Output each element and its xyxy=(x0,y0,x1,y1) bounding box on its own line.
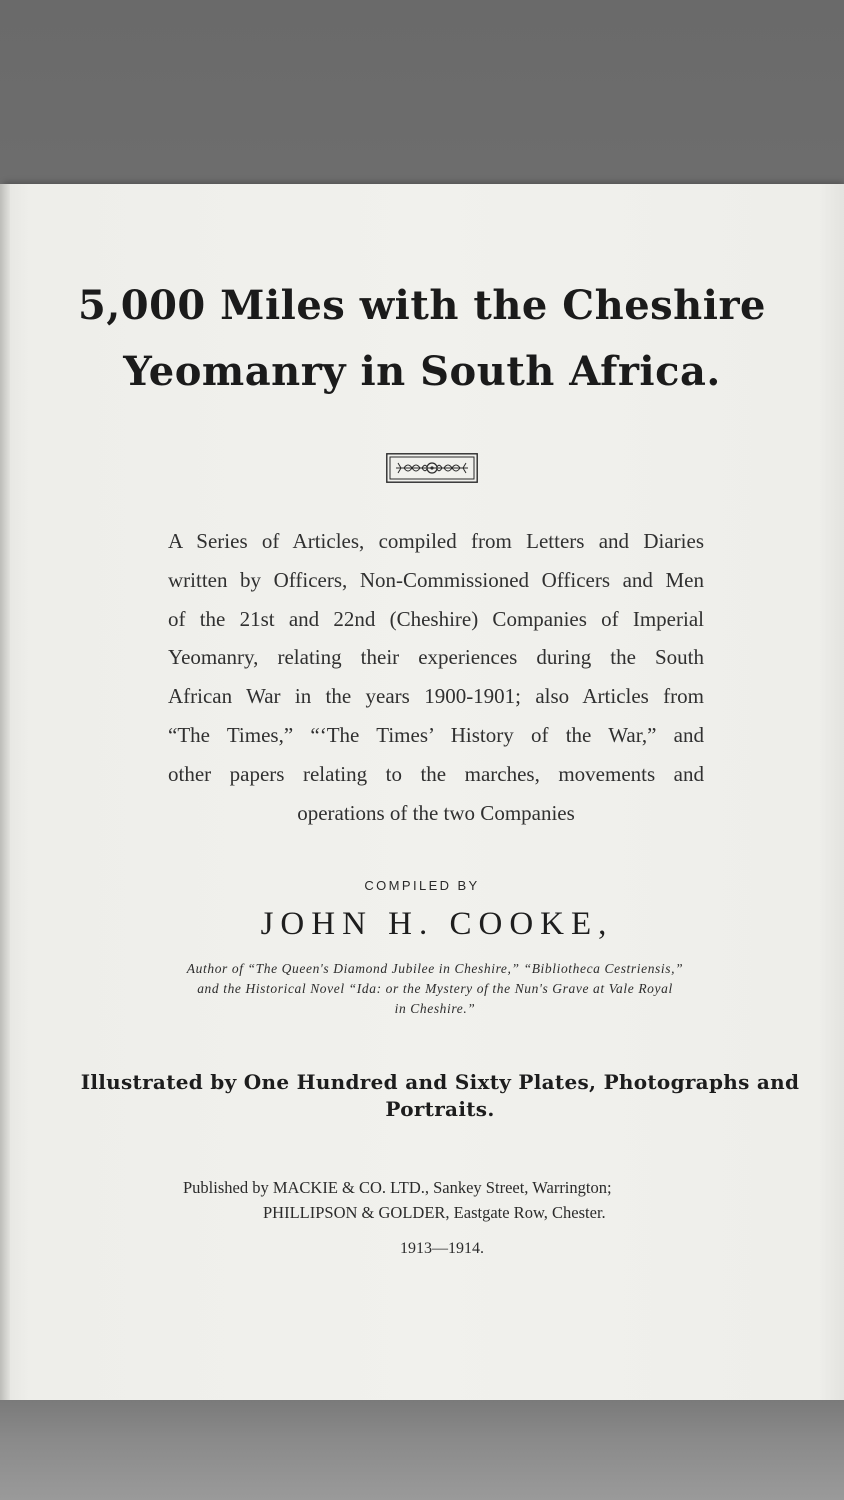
illustrated-line-2: Portraits. xyxy=(385,1097,495,1121)
title-line-1: 5,000 Miles with the Cheshire xyxy=(78,282,766,329)
description-line-4: Yeomanry, relating their experiences during the South xyxy=(168,645,704,669)
title-line-2: Yeomanry in South Africa. xyxy=(123,348,721,395)
description-line-8: operations of the two Companies xyxy=(297,801,575,825)
publisher-line-1: Published by MACKIE & CO. LTD., Sankey Street, Warrington; xyxy=(183,1178,612,1197)
description-line-5: African War in the years 1900-1901; also Articles from xyxy=(168,684,704,708)
description-line-2: written by Officers, Non-Commissioned Officers and Men xyxy=(168,568,704,592)
author-name: JOHN H. COOKE, xyxy=(260,906,614,942)
publisher-line-2: PHILLIPSON & GOLDER, Eastgate Row, Chester. xyxy=(263,1203,606,1222)
description-line-6: “The Times,” “‘The Times’ History of the War,” and xyxy=(168,723,704,747)
description-line-7: other papers relating to the marches, movements and xyxy=(168,762,704,786)
description-line-1: A Series of Articles, compiled from Letters and Diaries xyxy=(168,529,704,553)
compiled-by-label: COMPILED BY xyxy=(364,878,480,893)
author-of-line-2: and the Historical Novel “Ida: or the Mystery of the Nun's Grave at Vale Royal xyxy=(197,981,673,996)
author-of-line-3: in Cheshire.” xyxy=(394,1001,476,1016)
description-line-3: of the 21st and 22nd (Cheshire) Companies of Imperial xyxy=(168,607,704,631)
author-of-line-1: Author of “The Queen's Diamond Jubilee in Cheshire,” “Bibliotheca Cestriensis,” xyxy=(186,961,684,976)
publication-years: 1913—1914. xyxy=(400,1240,484,1257)
bottom-surface xyxy=(0,1400,844,1500)
illustrated-line-1: Illustrated by One Hundred and Sixty Plates, Photographs and xyxy=(80,1070,800,1094)
leaf-scroll-ornament-icon xyxy=(386,453,478,483)
